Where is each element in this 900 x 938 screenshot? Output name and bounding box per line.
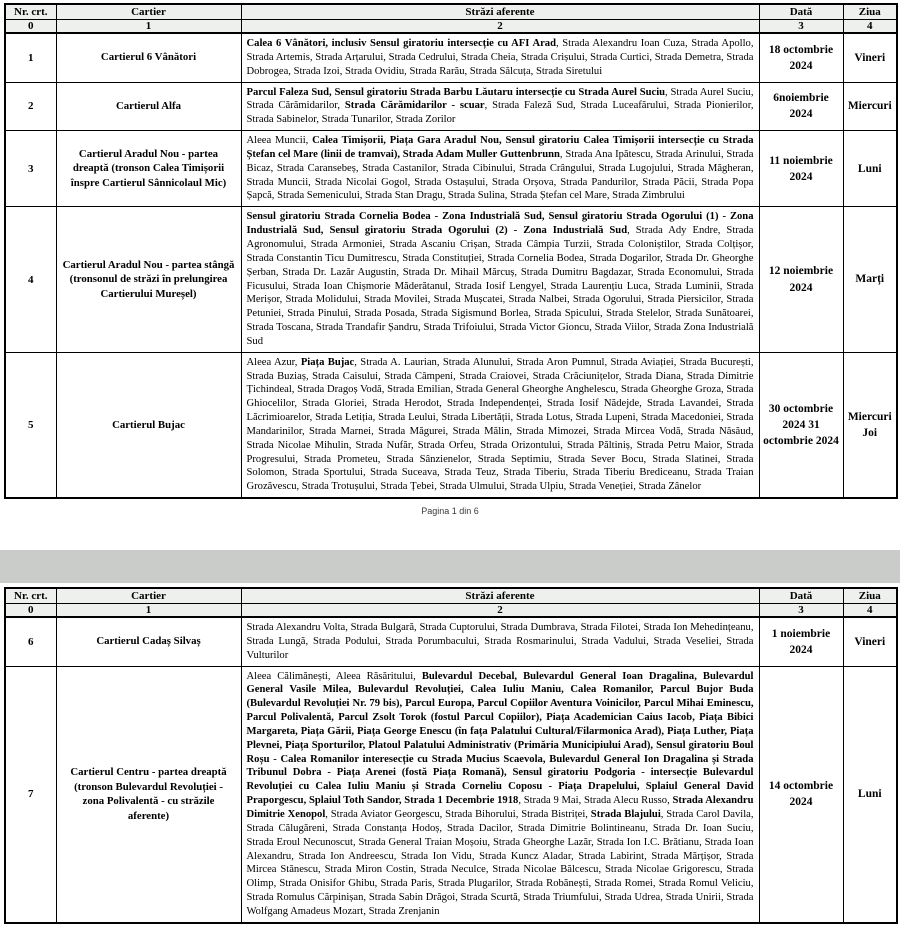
date-cell: 1 noiembrie 2024 (759, 617, 843, 666)
page-number-footer: Pagina 1 din 6 (421, 506, 479, 517)
streets-list-cell (241, 207, 759, 352)
streets-segment: Strada Alexandru Volta, Strada Bulgară, Strada Cuptorului, Strada Dumbrava, Strada Filotei, Strada Ion Mehedințeanu, Strada Lungă, Strada Podului, Strada Porumbacului, Strada Rosmarinului, Strada Vadului, Strada Veseliei, Strada Vulturilor (246, 622, 754, 661)
streets-segment: Aleea Călimănești, Aleea Răsăritului, (246, 670, 422, 682)
day-cell: Marți (843, 207, 897, 352)
streets-segment: , Strada Alexandru Ioan Cuza, Strada Apollo, Strada Artemis, Strada Arțarului, Strada Cedrului, Strada Cheia, Strada Crișului, Strada Curtici, Strada Demetra, Strada Dobrogea, Strada Izoi, Strada Ovidiu, Strada Rarău, Strada Sălcuța, Strada Siretului (246, 38, 754, 77)
schedule-table-page-2 (4, 587, 898, 924)
streets-segment: , Strada Ana Ipătescu, Strada Arinului, Strada Bicaz, Strada Caransebeș, Strada Castanilor, Strada Cibinului, Strada Crângului, Strada Lugojului, Strada Măgheran, Strada Muncii, Strada Nicolai Gogol, Strada Ostașului, Strada Orșova, Strada Pandurilor, Strada Păcii, Strada Popa Șapcă, Strada Semenicului, Strada Stan Dragu, Strada Sulina, Strada Ștefan cel Mare, Strada Zimbrului (246, 148, 754, 202)
day-cell: Miercuri Joi (843, 352, 897, 498)
streets-segment: , Strada A. Laurian, Strada Alunului, Strada Aron Pumnul, Strada Aviației, Strada București, Strada Buziaș, Strada Caisului, Strada Câmpeni, Strada Craiovei, Strada Crăciunițelor, Strada Diana, Strada Dimitrie Țichindeal, Strada Dragoș Vodă, Strada Emilian, Strada General Gheorghe Anghelescu, Strada Gheorghe Groza, Strada Ghiocelilor, Strada Gloriei, Strada Herodot, Strada Independenței, Strada Iosif Nădejde, Strada Lavandei, Strada Lăcrimioarelor, Strada Letiția, Strada Leului, Strada Libertății, Strada Lotus, Strada Lupeni, Strada Macedoniei, Strada Mandarinilor, Strada Marnei, Strada Măgurei, Strada Mălin, Strada Mimozei, Strada Mircea Vodă, Strada Năsăud, Strada Nicolae Mihulin, Strada Nufăr, Strada Orfeu, Strada Orizontului, Strada Păltiniș, Strada Petru Maior, Strada Progresului, Strada Prometeu, Strada Sânzienelor, Strada Septimiu, Strada Sever Bocu, Strada Slatinei, Strada Solomon, Strada Sportului, Strada Suceava, Strada Teuz, Strada Tiberiu, Strada Tiberiu Brediceanu, Strada Traian Grozăvescu, Strada Trotușului, Strada Țebei, Strada Ulmului, Strada Ulpiu, Strada Veneției, Strada Zânelor (246, 356, 754, 493)
streets-bold-segment: Strada Cărămidarilor - scuar (344, 100, 485, 112)
date-cell: 14 octombrie 2024 (759, 666, 843, 923)
column-header-streets: Străzi aferente (241, 4, 759, 20)
date-cell: 12 noiembrie 2024 (759, 207, 843, 352)
streets-segment: , Strada Aurel Suciu, Strada Cărămidarilor, (246, 86, 754, 112)
district-name-cell: Cartierul Alfa (56, 82, 241, 131)
row-number-cell: 3 (5, 131, 56, 207)
column-header-day: Ziua (843, 588, 897, 604)
table-row (5, 207, 897, 352)
column-index-0: 0 (5, 604, 56, 618)
streets-bold-segment: Calea 6 Vânători, inclusiv Sensul giratoriu intersecție cu AFI Arad (246, 38, 556, 49)
streets-segment: , Strada 9 Mai, Strada Alecu Russo, (518, 795, 673, 807)
streets-list-cell (241, 666, 759, 923)
streets-segment: , Strada Aviator Georgescu, Strada Bihorului, Strada Bistriței, (325, 808, 591, 820)
table-row (5, 82, 897, 131)
date-cell: 11 noiembrie 2024 (759, 131, 843, 207)
column-index-0: 0 (5, 20, 56, 34)
table-header (5, 588, 897, 617)
column-index-3: 3 (759, 20, 843, 34)
streets-bold-segment: Strada Blajului (590, 808, 661, 820)
streets-segment: , Strada Ady Endre, Strada Agronomului, Strada Armoniei, Strada Ascaniu Crișan, Strada Câmpia Turzii, Strada Coloniștilor, Strada Colțișor, Strada Constantin Ticu Dumitrescu, Strada Constituției, Strada Cornelia Bodea, Strada Dogarilor, Strada Dr. Gheorghe Șerban, Strada Dr. Lazăr Augustin, Strada Dr. Mihail Mărcuș, Strada Dumitru Bagdazar, Strada Economului, Strada Ficusului, Strada Ioan Chișmorie Măderătanul, Strada Iosif Lengyel, Strada Laurențiu Luca, Strada Luminii, Strada Merișor, Strada Molidului, Strada Movilei, Strada Mușcatei, Strada Nalbei, Strada Ogorului, Strada Piersicilor, Strada Petuniei, Strada Pinului, Strada Posada, Strada Sigismund Borlea, Strada Spicului, Strada Stelelor, Strada Sunătoarei, Strada Toscana, Strada Trandafir Șandru, Strada Trifoiului, Strada Victor Gioncu, Strada Viilor, Strada Zona Industrială Sud (246, 225, 754, 347)
streets-list-cell (241, 33, 759, 82)
page-separator (0, 550, 900, 583)
row-number-cell: 2 (5, 82, 56, 131)
table-row (5, 131, 897, 207)
streets-segment: , Strada Faleză Sud, Strada Luceafărului, Strada Pionierilor, Strada Sabinelor, Strada Tunarilor, Strada Zorilor (246, 100, 754, 126)
column-header-streets: Străzi aferente (241, 588, 759, 604)
district-name-cell: Cartierul Cadaș Silvaș (56, 617, 241, 666)
column-header-date: Dată (759, 588, 843, 604)
row-number-cell: 4 (5, 207, 56, 352)
streets-bold-segment: Sensul giratoriu Strada Cornelia Bodea - Zona Industrială Sud, Sensul giratoriu Strada Ogorului (1) - Zona Industrială Sud, Sensul giratoriu Strada Ogorului (2) - Zona Industrială Sud (246, 211, 754, 237)
date-cell: 6noiembrie 2024 (759, 82, 843, 131)
table-row (5, 33, 897, 82)
row-number-cell: 5 (5, 352, 56, 498)
column-index-1: 1 (56, 20, 241, 34)
column-index-2: 2 (241, 20, 759, 34)
district-name-cell: Cartierul Aradul Nou - partea dreaptă (tronson Calea Timișorii înspre Cartierul Sânnicolaul Mic) (56, 131, 241, 207)
day-cell: Vineri (843, 33, 897, 82)
date-cell: 30 octombrie 2024 31 octombrie 2024 (759, 352, 843, 498)
row-number-cell: 6 (5, 617, 56, 666)
date-cell: 18 octombrie 2024 (759, 33, 843, 82)
streets-bold-segment: Bulevardul Decebal, Bulevardul General Ioan Dragalina, Bulevardul General Vasile Milea, Bulevardul Revoluției, Calea Iuliu Maniu, Calea Romanilor, Parcul Bujor Buda (Bulevardul Revoluției Nr. 79 bis), Parcul Europa, Parcul Copiilor Aventura Voinicilor, Parcul Mihai Eminescu, Parcul Polivalentă, Parcul Zsolt Torok (fostul Parcul Copiilor), Piața Academician Caius Iacob, Piața Bibici Margareta, Piața Gării, Piața George Enescu (în fața Palatului Cultural/Filarmonica Arad), Piața Luther, Piața Plevnei, Piața Sporturilor, Platoul Palatului Administrativ (Primăria Municipiului Arad), Sensul giratoriu Boul Roșu - Calea Romanilor interesecție cu Strada Mucius Scaevola, Bulevardul General Ion Dragalina și Strada Tribunul Dobra - Piața Arenei (fostă Piața Romană), Sensul giratoriu Podgoria - intersecție Bulevardul Revoluției cu Calea Iuliu Maniu și Strada Corneliu Coposu - Piața Drapelului, Splaiul General David Praporgescu, Splaiul Toth Sandor, Strada 1 Decembrie 1918 (246, 670, 754, 807)
streets-segment: Aleea Azur, (246, 356, 301, 368)
column-index-1: 1 (56, 604, 241, 618)
row-number-cell: 7 (5, 666, 56, 923)
column-index-3: 3 (759, 604, 843, 618)
day-cell: Vineri (843, 617, 897, 666)
streets-list-cell (241, 617, 759, 666)
column-header-nr: Nr. crt. (5, 588, 56, 604)
district-name-cell: Cartierul Aradul Nou - partea stângă (tronsonul de străzi în prelungirea Cartierului Mureșel) (56, 207, 241, 352)
row-number-cell: 1 (5, 33, 56, 82)
column-header-cartier: Cartier (56, 588, 241, 604)
streets-bold-segment: Calea Timișorii, Piața Gara Aradul Nou, Sensul giratoriu Calea Timișorii intersecție cu Strada Ștefan cel Mare (linii de tramvai), Strada Adam Muller Guttenbrunn (246, 135, 754, 160)
streets-list-cell (241, 131, 759, 207)
schedule-table-page-1 (4, 3, 898, 499)
day-cell: Luni (843, 131, 897, 207)
column-header-day: Ziua (843, 4, 897, 20)
streets-segment: Aleea Muncii, (246, 135, 313, 147)
streets-bold-segment: Strada Alexandru Dimitrie Xenopol (246, 795, 754, 820)
column-index-4: 4 (843, 604, 897, 618)
streets-list-cell (241, 352, 759, 498)
column-index-2: 2 (241, 604, 759, 618)
streets-list-cell (241, 82, 759, 131)
document-page-2 (0, 583, 900, 938)
column-header-date: Dată (759, 4, 843, 20)
day-cell: Luni (843, 666, 897, 923)
district-name-cell: Cartierul Centru - partea dreaptă (tronson Bulevardul Revoluției - zona Polivalentă - cu străzile aferente) (56, 666, 241, 923)
table-row (5, 617, 897, 666)
column-header-nr: Nr. crt. (5, 4, 56, 20)
day-cell: Miercuri (843, 82, 897, 131)
streets-segment: , Strada Carol Davila, Strada Călugăreni, Strada Constanța Hodoș, Strada Dacilor, Strada Dimitrie Bolintineanu, Strada Dr. Ioan Suciu, Strada Eroul Necunoscut, Strada General Traian Moșoiu, Strada Gheorghe Lazăr, Strada Ion I.C. Brătianu, Strada Ioan Alexandru, Strada Ion Andreescu, Strada Ion Vidu, Strada Kuncz Aladar, Strada Labirint, Strada Mărțișor, Strada Mircea Stănescu, Strada Miron Costin, Strada Neculce, Strada Nicolae Bălcescu, Strada Nicolae Grigorescu, Strada Olimp, Strada Onisifor Ghibu, Strada Paris, Strada Plugarilor, Strada Robănești, Strada Romei, Strada Romul Veliciu, Strada Romulus Cărpinișan, Strada Sabin Drăgoi, Strada Scurtă, Strada Triumfului, Strada Udrea, Strada Unirii, Strada Wolfgang Amadeus Mozart, Strada Zrenjanin (246, 808, 754, 917)
table-row (5, 352, 897, 498)
table-row (5, 666, 897, 923)
table-header (5, 4, 897, 33)
column-header-cartier: Cartier (56, 4, 241, 20)
streets-bold-segment: Parcul Faleza Sud, Sensul giratoriu Strada Barbu Lăutaru intersecție cu Strada Aurel Suciu (246, 86, 666, 98)
column-index-4: 4 (843, 20, 897, 34)
streets-bold-segment: Piața Bujac (300, 356, 355, 368)
district-name-cell: Cartierul Bujac (56, 352, 241, 498)
district-name-cell: Cartierul 6 Vânători (56, 33, 241, 82)
